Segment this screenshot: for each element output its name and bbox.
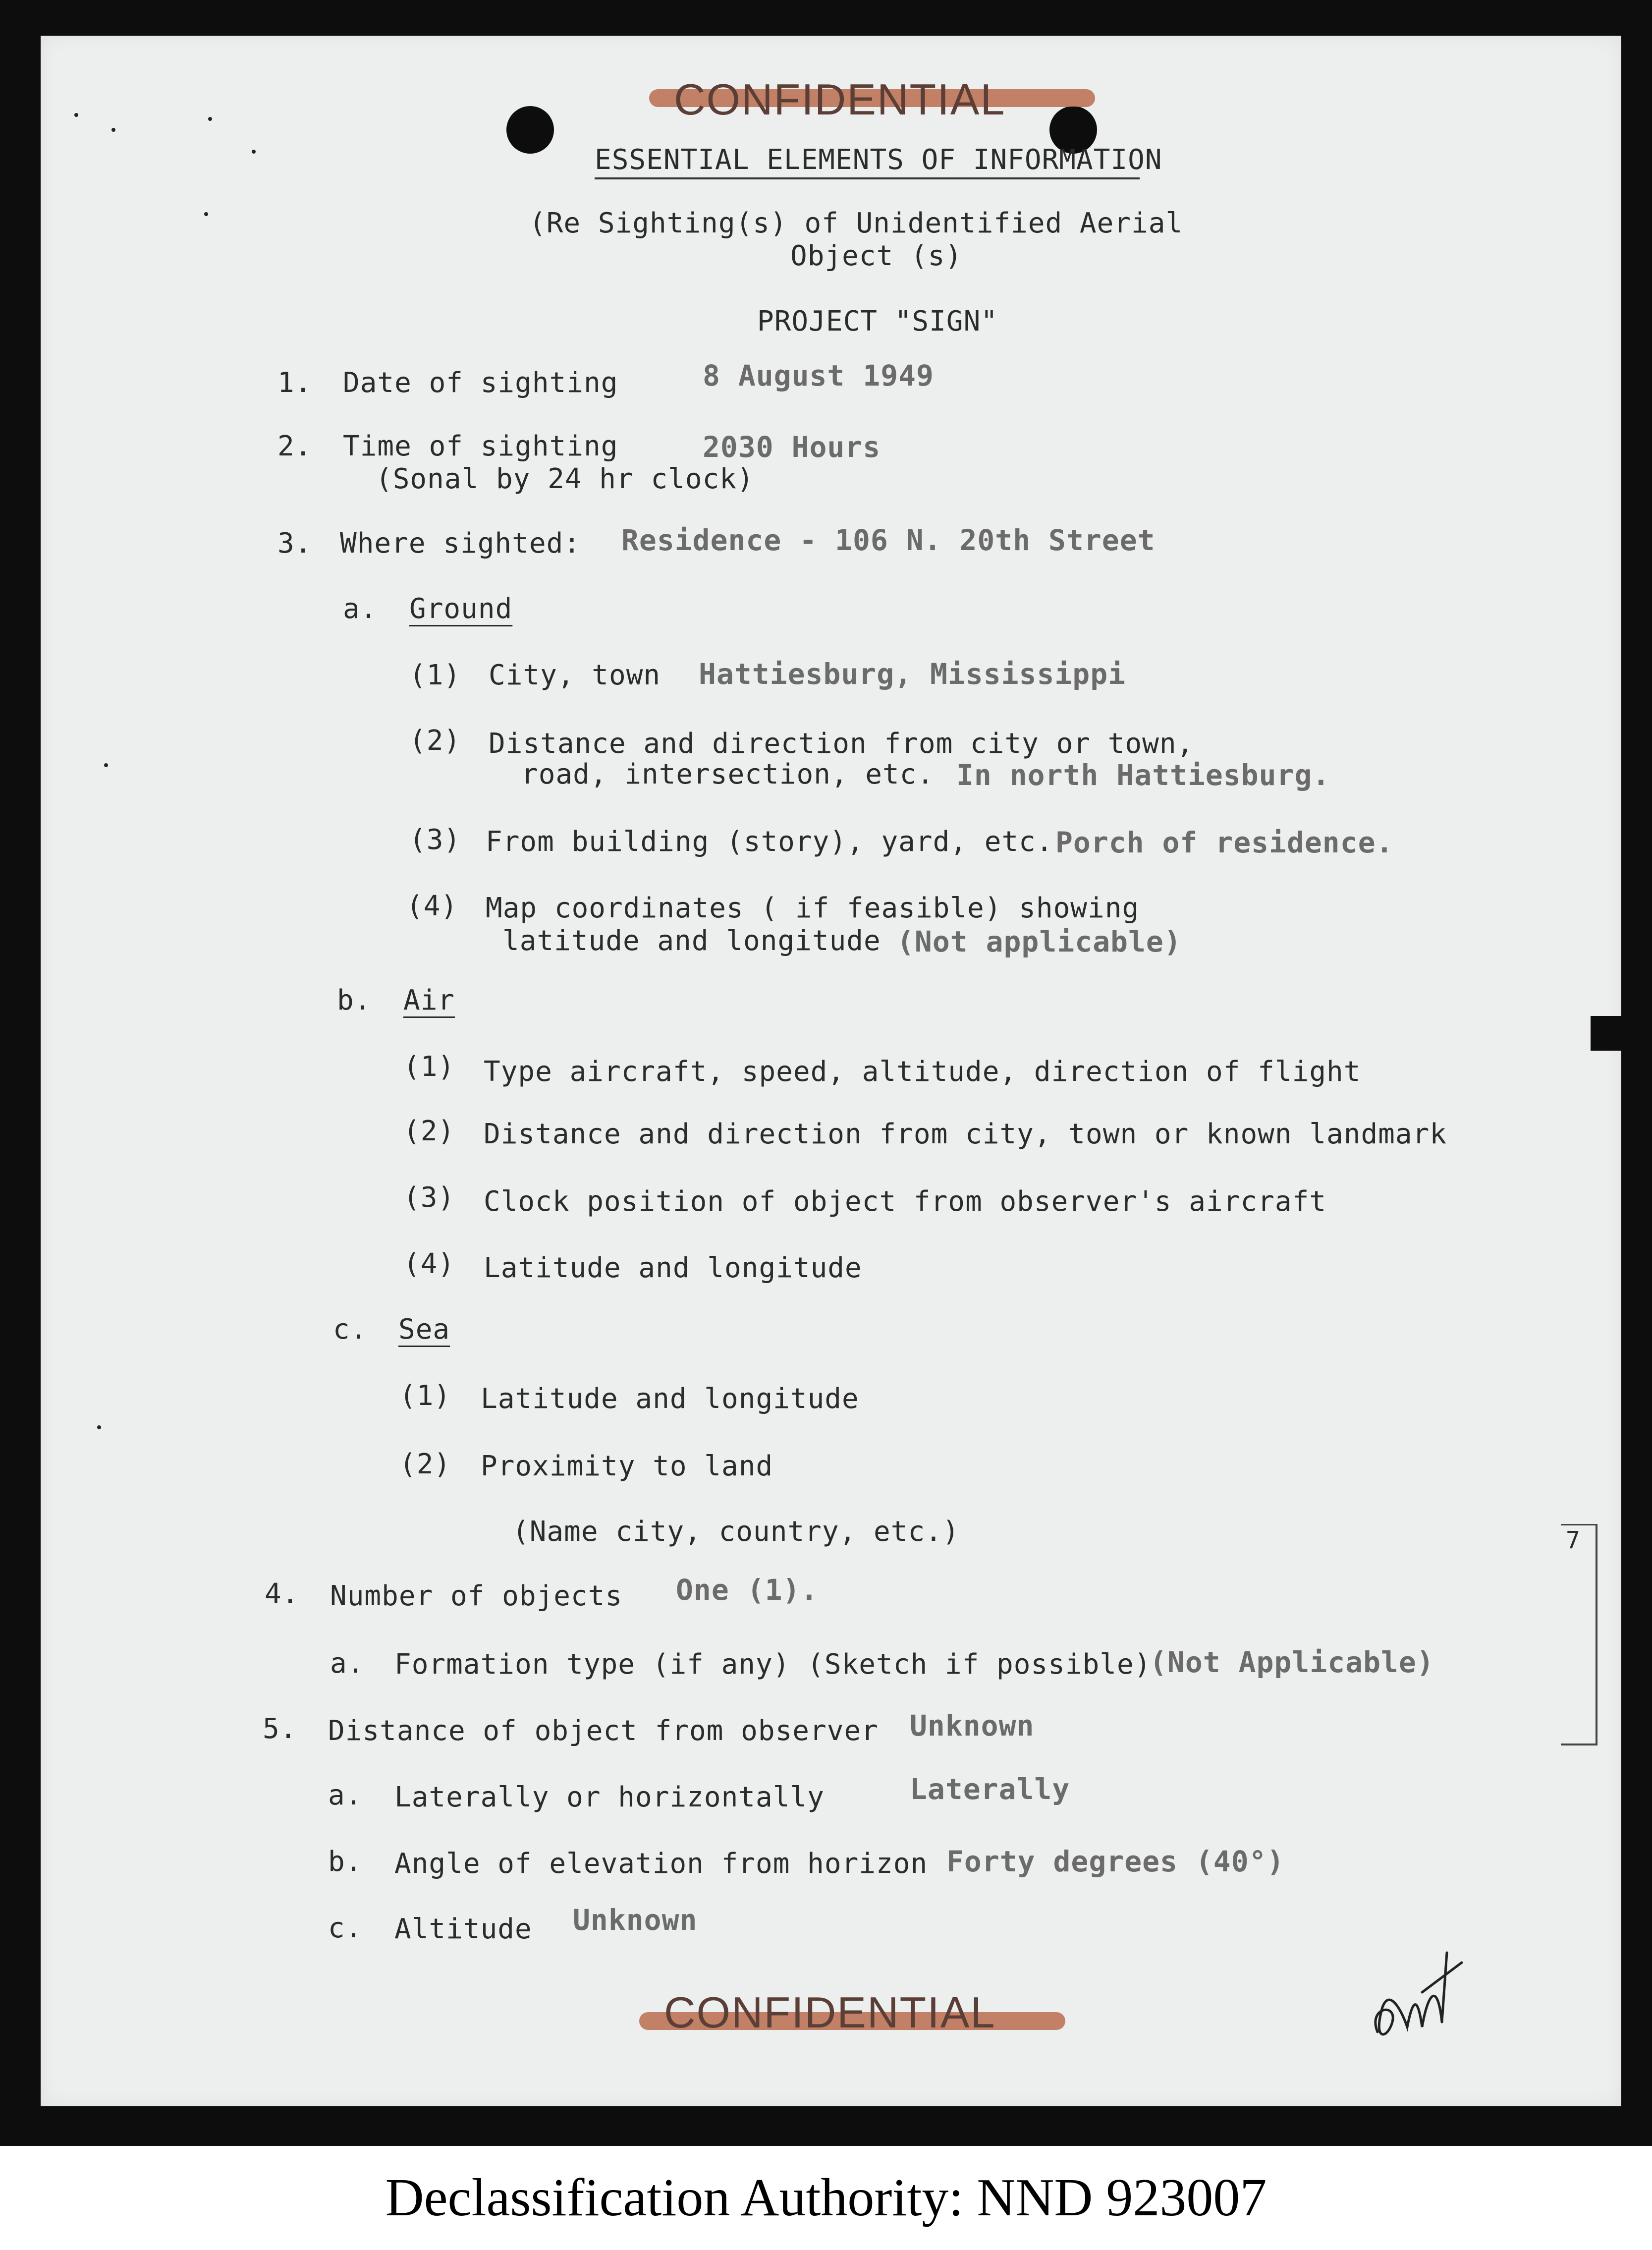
subitem-label: Clock position of object from observer's aircraft xyxy=(484,1185,1327,1218)
subitem-number: (1) xyxy=(403,1051,455,1083)
item-answer: 2030 Hours xyxy=(703,430,881,464)
subitem-label: Laterally or horizontally xyxy=(394,1781,825,1813)
speck xyxy=(111,128,115,132)
subitem-number: (1) xyxy=(409,659,461,691)
subitem-letter: b. xyxy=(328,1846,363,1878)
item-answer: Unknown xyxy=(910,1709,1035,1743)
subitem-label: From building (story), yard, etc. xyxy=(486,826,1053,858)
subitem-label: Distance and direction from city or town, xyxy=(489,728,1194,760)
subitem-label: Distance and direction from city, town or known landmark xyxy=(484,1118,1447,1150)
subitem-number: (1) xyxy=(399,1380,451,1412)
confidential-stamp-bottom: CONFIDENTIAL xyxy=(664,1988,996,2037)
speck xyxy=(104,763,108,767)
declassification-footer: Declassification Authority: NND 923007 xyxy=(0,2146,1652,2250)
subtitle-line2: Object (s) xyxy=(790,240,963,272)
subitem-number: (2) xyxy=(403,1115,455,1147)
item-number: 3. xyxy=(277,527,312,560)
subitem-number: (3) xyxy=(403,1181,455,1214)
subitem-number: (2) xyxy=(399,1448,451,1480)
item-number: 4. xyxy=(265,1578,299,1610)
subitem-number: (2) xyxy=(409,725,461,757)
subitem-label-cont: latitude and longitude xyxy=(502,925,881,957)
subitem-answer: Forty degrees (40°) xyxy=(946,1845,1285,1878)
subitem-letter: c. xyxy=(333,1313,368,1346)
subitem-letter: a. xyxy=(330,1647,365,1680)
punch-hole-left xyxy=(506,106,554,154)
section-heading-air: Air xyxy=(403,984,455,1016)
subitem-label: Formation type (if any) (Sketch if possible) xyxy=(394,1648,1152,1681)
item-label-cont: (Sonal by 24 hr clock) xyxy=(376,463,754,495)
subitem-answer: In north Hattiesburg. xyxy=(956,758,1330,792)
margin-mark: 7 xyxy=(1566,1526,1581,1554)
subitem-letter: c. xyxy=(328,1912,363,1944)
subitem-number: (3) xyxy=(409,824,461,856)
subitem-label: Type aircraft, speed, altitude, direction of flight xyxy=(484,1056,1361,1088)
document-title: ESSENTIAL ELEMENTS OF INFORMATION xyxy=(595,144,1162,176)
subitem-label: Latitude and longitude xyxy=(484,1252,862,1284)
title-underline xyxy=(595,177,1140,179)
speck xyxy=(97,1425,101,1429)
item-label: Distance of object from observer xyxy=(328,1715,879,1747)
subitem-letter: a. xyxy=(328,1779,363,1811)
subitem-number: (4) xyxy=(406,890,458,922)
item-number: 5. xyxy=(263,1713,297,1745)
subitem-label-cont: road, intersection, etc. xyxy=(521,758,935,790)
item-number: 1. xyxy=(277,367,312,399)
margin-bracket xyxy=(1561,1524,1597,1745)
subitem-answer: Porch of residence. xyxy=(1055,826,1394,859)
subitem-answer: Unknown xyxy=(573,1903,698,1937)
subitem-label: Map coordinates ( if feasible) showing xyxy=(486,892,1140,924)
subtitle-line1: (Re Sighting(s) of Unidentified Aerial xyxy=(529,207,1183,239)
page-edge-notch xyxy=(1591,1016,1621,1051)
item-number: 2. xyxy=(277,430,312,462)
subitem-answer: Hattiesburg, Mississippi xyxy=(699,657,1126,691)
item-answer: 8 August 1949 xyxy=(703,359,934,393)
item-label: Time of sighting xyxy=(343,430,618,462)
subitem-label: Angle of elevation from horizon xyxy=(394,1848,928,1880)
subitem-label: Proximity to land xyxy=(481,1450,773,1482)
handwritten-initials xyxy=(1368,1933,1467,2052)
subitem-answer: (Not Applicable) xyxy=(1150,1645,1434,1679)
speck xyxy=(252,150,256,154)
subitem-number: (4) xyxy=(403,1248,455,1280)
speck xyxy=(74,113,78,117)
item-answer: One (1). xyxy=(676,1573,819,1607)
item-label: Date of sighting xyxy=(343,367,618,399)
item-label: Number of objects xyxy=(330,1580,623,1612)
subitem-letter: b. xyxy=(337,984,372,1016)
subitem-label: City, town xyxy=(489,659,661,691)
speck xyxy=(204,212,208,216)
subitem-answer: Laterally xyxy=(910,1772,1070,1806)
section-heading-ground: Ground xyxy=(409,593,513,625)
item-label: Where sighted: xyxy=(340,527,581,560)
project-name: PROJECT "SIGN" xyxy=(757,305,998,338)
subitem-label: Altitude xyxy=(394,1913,532,1945)
subitem-label: Latitude and longitude xyxy=(481,1383,859,1415)
subitem-letter: a. xyxy=(343,593,378,625)
subitem-note: (Name city, country, etc.) xyxy=(512,1516,960,1548)
confidential-stamp-top: CONFIDENTIAL xyxy=(674,75,1006,124)
section-heading-sea: Sea xyxy=(398,1313,450,1346)
speck xyxy=(208,117,212,121)
subitem-answer: (Not applicable) xyxy=(897,925,1182,958)
item-answer: Residence - 106 N. 20th Street xyxy=(621,523,1156,557)
